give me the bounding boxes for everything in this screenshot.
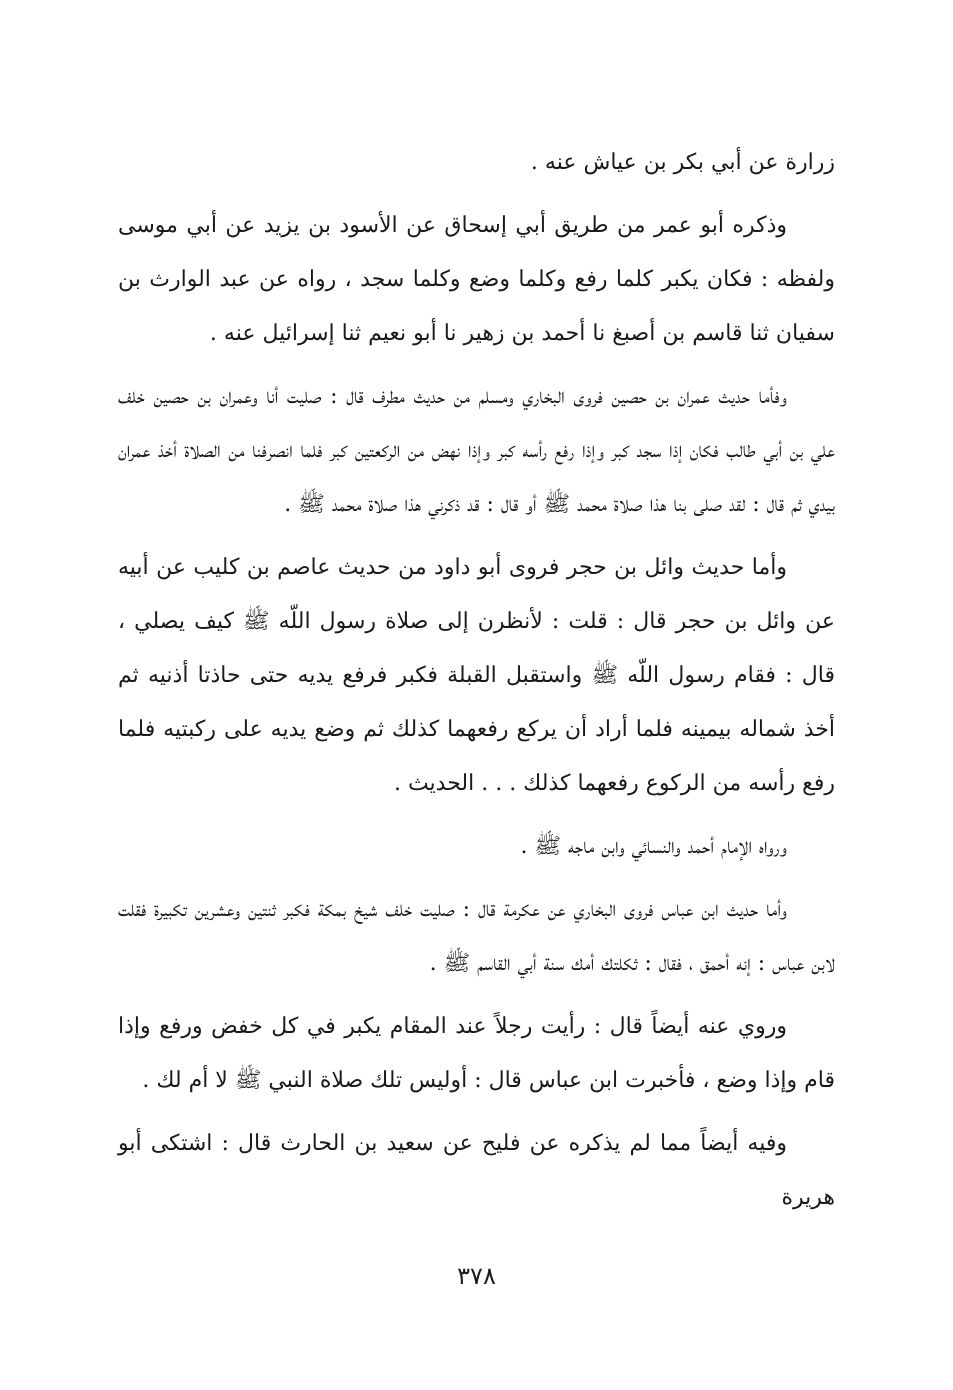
paragraph: وأما حديث ابن عباس فروى البخاري عن عكرمة قال : صليت خلف شيخ بمكة فكبر ثنتين وعشرين تكبيرة فقلت لابن عباس : إنه أحمق ، فقال : ثكلتك أمك سنة أبي القاسم ﷺ . [118,897,835,976]
paragraph: زرارة عن أبي بكر بن عياش عنه . [530,150,835,175]
paragraph: وفأما حديث عمران بن حصين فروى البخاري ومسلم من حديث مطرف قال : صليت أنا وعمران بن حصين خلف علي بن أبي طالب فكان إذا سجد كبر وإذا رفع رأسه كبر وإذا نهض من الركعتين كبر فلما انصرفنا من الصلاة أخذ عمران بيدي ثم قال : لقد صلى بنا هذا صلاة محمد ﷺ أو قال : قد ذكرني هذا صلاة محمد ﷺ . [118,384,835,517]
paragraph: وفيه أيضاً مما لم يذكره عن فليح عن سعيد بن الحارث قال : اشتكى أبو هريرة [118,1131,835,1210]
body-text [118,136,835,1234]
page-number: ٣٧٨ [457,1262,496,1290]
paragraph: وذكره أبو عمر من طريق أبي إسحاق عن الأسود بن يزيد عن أبي موسى ولفظه : فكان يكبر كلما رفع وكلما وضع وكلما سجد ، رواه عن عبد الوارث بن سفيان ثنا قاسم بن أصبغ نا أحمد بن زهير نا أبو نعيم ثنا إسرائيل عنه . [118,213,835,346]
paragraph: وأما حديث وائل بن حجر فروى أبو داود من حديث عاصم بن كليب عن أبيه عن وائل بن حجر قال : قلت : لأنظرن إلى صلاة رسول اللّه ﷺ كيف يصلي ، قال : فقام رسول اللّه ﷺ واستقبل القبلة فكبر فرفع يديه حتى حاذتا أذنيه ثم أخذ شماله بيمينه فلما أراد أن يركع رفعهما كذلك ثم وضع يديه على ركبتيه فلما رفع رأسه من الركوع رفعهما كذلك . . . الحديث . [118,555,835,796]
paragraph: وروي عنه أيضاً قال : رأيت رجلاً عند المقام يكبر في كل خفض ورفع وإذا قام وإذا وضع ، فأخبرت ابن عباس قال : أوليس تلك صلاة النبي ﷺ لا أم لك . [118,1014,835,1093]
paragraph: ورواه الإمام أحمد والنسائي وابن ماجه ﷺ . [520,834,787,859]
